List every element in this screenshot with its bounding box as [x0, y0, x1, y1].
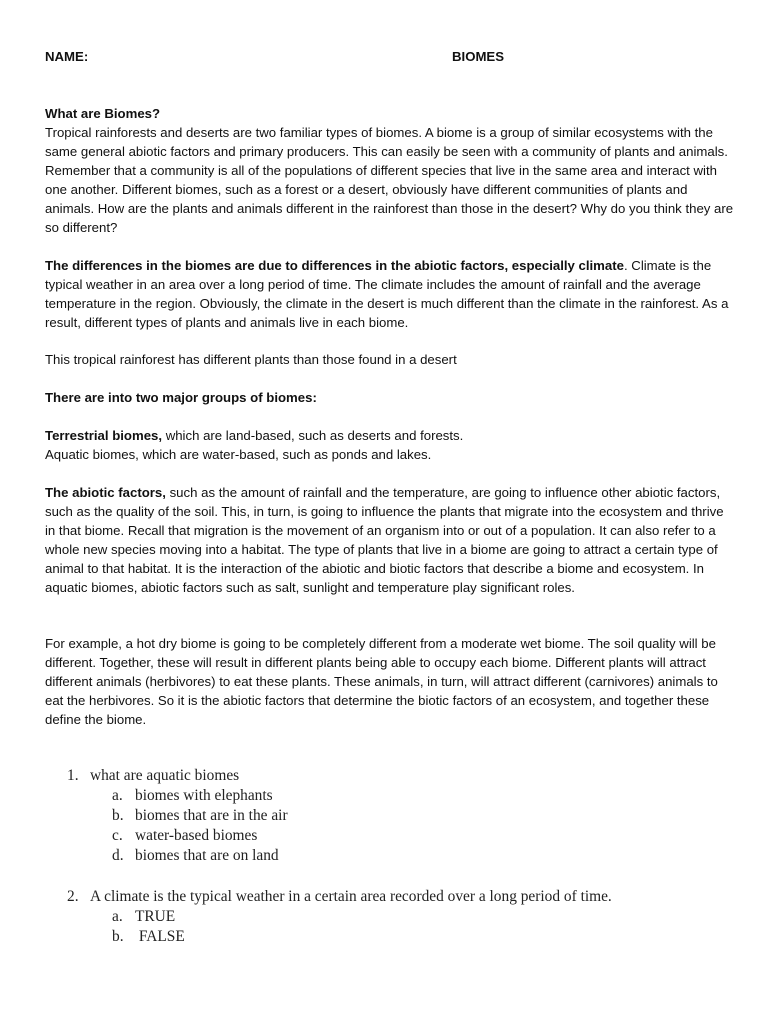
header	[45, 47, 735, 67]
question-number: 2.	[67, 888, 79, 905]
example-section	[45, 634, 735, 729]
caption-text: This tropical rainforest has different plants than those found in a desert	[45, 352, 457, 367]
option-a	[45, 907, 735, 927]
differences-section	[45, 256, 735, 332]
option-text: biomes that are in the air	[135, 807, 288, 824]
question-1	[45, 766, 735, 866]
option-text: biomes that are on land	[135, 847, 279, 864]
page-title: BIOMES	[452, 49, 505, 64]
aquatic-text: Aquatic biomes, which are water-based, such as ponds and lakes.	[45, 447, 432, 462]
option-c	[45, 826, 735, 846]
abiotic-section	[45, 483, 735, 597]
option-letter: a.	[112, 787, 123, 804]
intro-section	[45, 104, 735, 237]
groups-heading: There are into two major groups of biomes:	[45, 390, 317, 405]
question-number: 1.	[67, 767, 79, 784]
terrestrial-text: which are land-based, such as deserts and forests.	[162, 428, 464, 443]
option-b	[45, 927, 735, 947]
question-text: what are aquatic biomes	[90, 767, 240, 784]
differences-text: . Climate is the typical weather in an area over a long period of time. The climate includes the amount of rainfall and the average temperature in the region. Obviously, the climate in the desert is much different than the climate in the rainforest. As a result, different types of plants and animals live in each biome.	[45, 258, 729, 330]
biome-groups	[45, 426, 735, 464]
option-letter: d.	[112, 847, 124, 864]
image-caption	[45, 350, 735, 369]
option-b	[45, 806, 735, 826]
terrestrial-bold: Terrestrial biomes,	[45, 428, 163, 443]
option-letter: b.	[112, 807, 124, 824]
option-letter: c.	[112, 827, 123, 844]
option-a	[45, 786, 735, 806]
intro-paragraph: Tropical rainforests and deserts are two familiar types of biomes. A biome is a group of similar ecosystems with the same general abiotic factors and primary producers. This can easily be seen with a community of plants and animals. Remember that a community is all of the populations of different species that live in the same area and interact with one another. Different biomes, such as a forest or a desert, obviously have different communities of plants and animals. How are the plants and animals different in the rainforest than those in the desert? Why do you think they are so different?	[45, 125, 734, 235]
option-d	[45, 846, 735, 866]
option-letter: b.	[112, 928, 124, 945]
question-2-text-row	[45, 887, 735, 907]
question-1-text-row	[45, 766, 735, 786]
abiotic-text: such as the amount of rainfall and the temperature, are going to influence other abiotic factors, such as the quality of the soil. This, in turn, is going to influence the plants that migrate into the ecosystem and thrive in that biome. Recall that migration is the movement of an organism into or out of a population. It can also refer to a whole new species moving into a habitat. The type of plants that live in a biome are going to attract a certain type of animal to that habitat. It is the interaction of the abiotic and biotic factors that describe a biome and ecosystem. In aquatic biomes, abiotic factors such as salt, sunlight and temperature play significant roles.	[45, 485, 724, 595]
option-text: water-based biomes	[135, 827, 258, 844]
question-2	[45, 887, 735, 947]
question-text: A climate is the typical weather in a certain area recorded over a long period of time.	[90, 888, 612, 905]
option-letter: a.	[112, 908, 123, 925]
option-text: TRUE	[135, 908, 176, 925]
groups-heading-section	[45, 388, 735, 407]
name-label: NAME:	[45, 49, 89, 64]
intro-heading: What are Biomes?	[45, 106, 161, 121]
option-text: biomes with elephants	[135, 787, 273, 804]
differences-bold: The differences in the biomes are due to differences in the abiotic factors, especially climate	[45, 258, 624, 273]
abiotic-bold: The abiotic factors,	[45, 485, 166, 500]
example-paragraph: For example, a hot dry biome is going to be completely different from a moderate wet biome. The soil quality will be different. Together, these will result in different plants being able to occupy each biome. Different plants will attract different animals (herbivores) to eat these plants. These animals, in turn, will attract different (carnivores) animals to eat the herbivores. So it is the abiotic factors that determine the biotic factors of an ecosystem, and together these define the biome.	[45, 636, 718, 727]
option-text: FALSE	[135, 928, 185, 945]
